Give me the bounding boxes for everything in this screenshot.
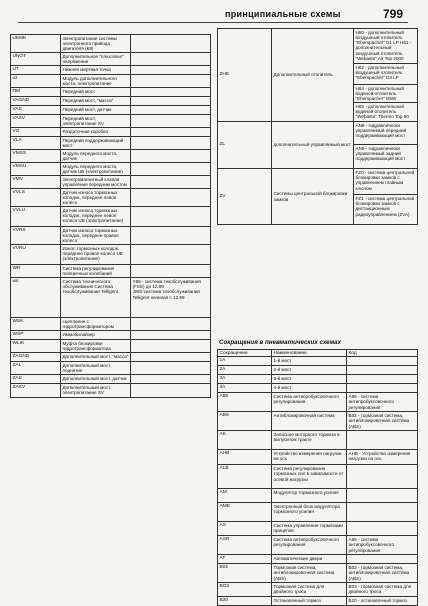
name-cell: 4-й мост (272, 384, 347, 393)
extra-cell: Y88 - система техобслуживания (FSS) до 12.99 JWS-система техобслуживания Telligent начиная с 12.99 (131, 278, 211, 318)
table-row (218, 393, 418, 412)
table-row (218, 522, 418, 536)
name-cell: Система антипробуксовочного регулирования (272, 536, 347, 555)
table-row (218, 465, 418, 489)
name-cell: Модулятор тормозного усилия (272, 489, 347, 503)
code-cell: B02 - тормозная система, антиблокировочная система (ABS) (347, 564, 418, 583)
description-cell: Муфта блокировки гидротрансформатора (61, 340, 131, 353)
table-row (11, 227, 211, 245)
description-cell: Передний мост, электропитание SV (61, 115, 131, 128)
table-row (11, 88, 211, 97)
table-row (11, 278, 211, 318)
code-cell: B02 - тормозная система, антиблокировочная система (ABS) (347, 412, 418, 431)
name-cell: 2-й мост (272, 366, 347, 375)
description-cell: Датчик износа тормозных колодок, переднее левое колесо UB (электропитание) (61, 207, 131, 227)
table-row (218, 357, 418, 366)
table-row (11, 189, 211, 207)
description-cell: Дополнительный мост, поднятие (61, 362, 131, 375)
table-row (11, 318, 211, 331)
extra-cell (131, 353, 211, 362)
table-row (218, 412, 418, 431)
header-name: Наименование (272, 350, 347, 357)
table-row (11, 35, 211, 53)
name-cell: Тормозная система, антиблокировочная система (ABS) (272, 564, 347, 583)
pneumatic-abbreviations-table (217, 349, 418, 606)
table-row (11, 150, 211, 163)
description-cell: Дополнительный мост, "масса" (61, 353, 131, 362)
table-row (218, 375, 418, 384)
description-cell: Электромагнитный клапан управления передним мостом (61, 176, 131, 189)
description-cell: Раздаточная коробка (61, 128, 131, 137)
abbreviation-cell: AK (218, 431, 272, 450)
table-row (11, 362, 211, 375)
table-row (218, 489, 418, 503)
abbreviation-cell: ALB (218, 465, 272, 489)
abbreviation-cell: 1A (218, 357, 272, 366)
table-row (218, 450, 418, 465)
table-row (11, 128, 211, 137)
table-row (218, 536, 418, 555)
abbreviation-cell: ASR (218, 536, 272, 555)
table-row (218, 431, 418, 450)
extra-cell (131, 88, 211, 97)
code-cell (347, 522, 418, 536)
abbreviation-cell: AME (218, 503, 272, 522)
extra-cell (131, 189, 211, 207)
table-row (218, 29, 418, 64)
extra-cell (131, 66, 211, 75)
code-cell: B20 - остановочный тормоз (347, 597, 418, 606)
name-cell: 3-й мост (272, 375, 347, 384)
abbreviation-cell: VMSU (11, 163, 61, 176)
abbreviation-cell: B02 (218, 564, 272, 583)
description-cell: Передний мост (61, 88, 131, 97)
code-cell: AHB - Устройство измерения нагрузки на ось (347, 450, 418, 465)
description-cell: Модуль переднего моста, датчик (61, 150, 131, 163)
description-cell: Передний мост, "масса" (61, 97, 131, 106)
extra-cell (131, 53, 211, 66)
table-row (11, 53, 211, 66)
abbreviation-cell: ZHE (218, 29, 272, 122)
abbreviation-cell: AHB (218, 450, 272, 465)
extra-cell (131, 245, 211, 265)
item-cell: H64 - дополнительный водяной отопитель "Eberspacher" D5W (354, 85, 418, 103)
abbreviation-cell: VVRS (11, 227, 61, 245)
extra-cell (131, 176, 211, 189)
extra-cell (131, 163, 211, 176)
extra-cell (131, 75, 211, 88)
section-title: Сокращения в пневматических схемах (219, 339, 342, 346)
name-cell: 1-й мост (272, 357, 347, 366)
item-cell: H62 - дополнительный воздушный отопитель "Eberspacher" D3 LP (354, 64, 418, 85)
abbreviation-cell: VG (11, 128, 61, 137)
abbreviation-cell: VMSS (11, 150, 61, 163)
description-cell: Дополнительный мост, электропитание SV (61, 384, 131, 398)
page-header (0, 0, 428, 26)
abbreviation-cell: ZAL (11, 362, 61, 375)
code-cell (347, 357, 418, 366)
table-row (218, 366, 418, 375)
code-cell: A86 - система антипробуксовочного регулирования (347, 393, 418, 412)
abbreviation-cell: VMV (11, 176, 61, 189)
extra-cell (131, 150, 211, 163)
abbreviation-cell: UNOT (11, 53, 61, 66)
table-row (218, 503, 418, 522)
description-cell: Система технического обслуживания Система техобслуживания Telligent (61, 278, 131, 318)
abbreviation-cell: VVLS (11, 189, 61, 207)
extra-cell (131, 106, 211, 115)
name-cell: Электронный блок модулятора тормозного усилия (272, 503, 347, 522)
abbreviation-cell: BO3 (218, 583, 272, 597)
table-row (11, 207, 211, 227)
name-cell: Автоматические двери (272, 555, 347, 564)
code-cell (347, 366, 418, 375)
extra-cell (131, 137, 211, 150)
description-cell: Датчик износа тормозных колодок, переднее левое колесо (61, 189, 131, 207)
item-cell: FZ0 - система центральной блокировки замков с управлением главным ключом (354, 169, 418, 195)
table-row (11, 66, 211, 75)
abbreviation-cell: uz (11, 75, 61, 88)
table-row (218, 597, 418, 606)
name-cell: Остановочный тормоз (272, 597, 347, 606)
abbreviation-cell: ZL (218, 122, 272, 169)
extra-cell (131, 331, 211, 340)
table-header-row (218, 350, 418, 357)
abbreviation-cell: AM (218, 489, 272, 503)
table-row (11, 245, 211, 265)
description-cell: Системы центральной блокировки замков (272, 169, 354, 225)
table-row (11, 375, 211, 384)
abbreviation-cell: WR (11, 265, 61, 278)
name-cell: Антиблокировочная система (272, 412, 347, 431)
table-row (11, 384, 211, 398)
description-cell: Дополнительный отопитель (272, 29, 354, 122)
header-code: Код (347, 350, 418, 357)
abbreviation-cell: ZAS (11, 375, 61, 384)
abbreviation-cell: 2A (218, 366, 272, 375)
description-cell: Нижняя мертвая точка (61, 66, 131, 75)
extra-cell (131, 318, 211, 331)
extra-cell (131, 115, 211, 128)
extra-cell (131, 265, 211, 278)
code-cell (347, 489, 418, 503)
extra-cell (131, 375, 211, 384)
abbreviation-cell: ZASV (11, 384, 61, 398)
header-abbreviation: Сокращение (218, 350, 272, 357)
abbreviation-cell: VVRU (11, 245, 61, 265)
code-cell: A86 - система антипробуксовочного регулирования (347, 536, 418, 555)
table-row (11, 340, 211, 353)
description-cell: Датчик износа тормозных колодок, переднее правое колесо (61, 227, 131, 245)
description-cell: Иммобилайзер (61, 331, 131, 340)
table-row (11, 176, 211, 189)
table-row (218, 564, 418, 583)
table-row (218, 384, 418, 393)
abbreviation-cell: 4A (218, 384, 272, 393)
abbreviation-cell: UEMK (11, 35, 61, 53)
code-cell (347, 465, 418, 489)
abbreviations-table-right-top (217, 28, 418, 225)
table-row (11, 97, 211, 106)
abbreviations-table-left (10, 34, 211, 398)
description-cell: Электропитание системы электронного привода двигателя (К8) (61, 35, 131, 53)
abbreviation-cell: UT (11, 66, 61, 75)
extra-cell (131, 227, 211, 245)
abbreviation-cell: VAS (11, 106, 61, 115)
section-header-title: принципиальные схемы (225, 9, 341, 19)
table-row (218, 169, 418, 195)
abbreviation-cell: AT (218, 555, 272, 564)
name-cell: Устройство измерения нагрузки на ось (272, 450, 347, 465)
code-cell (347, 384, 418, 393)
name-cell: Запасное моторного тормоза в выпускном тракте (272, 431, 347, 450)
code-cell: B03 - тормозная система для двойного троса (347, 583, 418, 597)
table-row (218, 583, 418, 597)
table-row (11, 353, 211, 362)
abbreviation-cell: A86 (218, 393, 272, 412)
description-cell: дополнительный управляемый мост (272, 122, 354, 169)
page-number: 799 (383, 7, 404, 21)
abbreviation-cell: B20 (218, 597, 272, 606)
abbreviation-cell: VLA (11, 137, 61, 150)
table-row (11, 331, 211, 340)
item-cell: H65 - дополнительный водяной отопитель "Webasto" Thermo Top 90 (354, 103, 418, 122)
table-row (11, 115, 211, 128)
extra-cell (131, 97, 211, 106)
abbreviation-cell: VASV (11, 115, 61, 128)
extra-cell (131, 384, 211, 398)
extra-cell (131, 340, 211, 353)
table-row (218, 122, 418, 145)
table-row (11, 265, 211, 278)
description-cell: Дополнительное "плюсовое" напряжение (61, 53, 131, 66)
description-cell: Модуль дополнительного моста, электропитание (61, 75, 131, 88)
abbreviation-cell: ZV (218, 169, 272, 225)
code-cell (347, 503, 418, 522)
extra-cell (131, 207, 211, 227)
description-cell: Износ тормозных колодок, переднее правое колесо UB (электропитание) (61, 245, 131, 265)
abbreviation-cell: WSK (11, 318, 61, 331)
name-cell: Система антипробуксовочного регулирования (272, 393, 347, 412)
abbreviation-cell: ws (11, 278, 61, 318)
code-cell (347, 375, 418, 384)
abbreviation-cell: ПМ (11, 88, 61, 97)
extra-cell (131, 128, 211, 137)
abbreviation-cell: WLIK (11, 340, 61, 353)
item-cell: AN9 - гидравлически управляемый задний поддерживающий мост (354, 145, 418, 169)
abbreviation-cell: AS (218, 522, 272, 536)
description-cell: Передний мост, датчик (61, 106, 131, 115)
code-cell (347, 431, 418, 450)
description-cell: Дополнительный мост, датчик (61, 375, 131, 384)
header-rule (18, 22, 408, 23)
extra-cell (131, 362, 211, 375)
name-cell: Система управления тормозами прицепов (272, 522, 347, 536)
abbreviation-cell: VVLU (11, 207, 61, 227)
description-cell: Система регулирования поперечных колебаний (61, 265, 131, 278)
table-row (11, 163, 211, 176)
code-cell (347, 555, 418, 564)
description-cell: сцепление с гидротрансформатором (61, 318, 131, 331)
description-cell: Модуль переднего моста, датчик UB (электропитание) (61, 163, 131, 176)
item-cell: AN8 - гидравлически управляемый передний поддерживающий мост (354, 122, 418, 145)
table-row (11, 106, 211, 115)
name-cell: Тормозная система для двойного троса (272, 583, 347, 597)
abbreviation-cell: 3A (218, 375, 272, 384)
table-row (11, 75, 211, 88)
item-cell: H60 - дополнительный воздушный отопитель "Eberspacher" D1 LP H61 - дополнительный воздушный отопитель "Webasto" Air Top 2000 (354, 29, 418, 64)
abbreviation-cell: ZAGND (11, 353, 61, 362)
abbreviation-cell: WSP (11, 331, 61, 340)
table-row (218, 555, 418, 564)
description-cell: Передний поддерживающий мост (61, 137, 131, 150)
table-row (11, 137, 211, 150)
extra-cell (131, 35, 211, 53)
item-cell: FZ1 - система центральной блокировки замков с дистанционным радиоуправлением (ZVA) (354, 195, 418, 225)
abbreviation-cell: ABS (218, 412, 272, 431)
name-cell: Система регулирования тормозных сил в зависимости от осевой нагрузки (272, 465, 347, 489)
abbreviation-cell: VAGND (11, 97, 61, 106)
